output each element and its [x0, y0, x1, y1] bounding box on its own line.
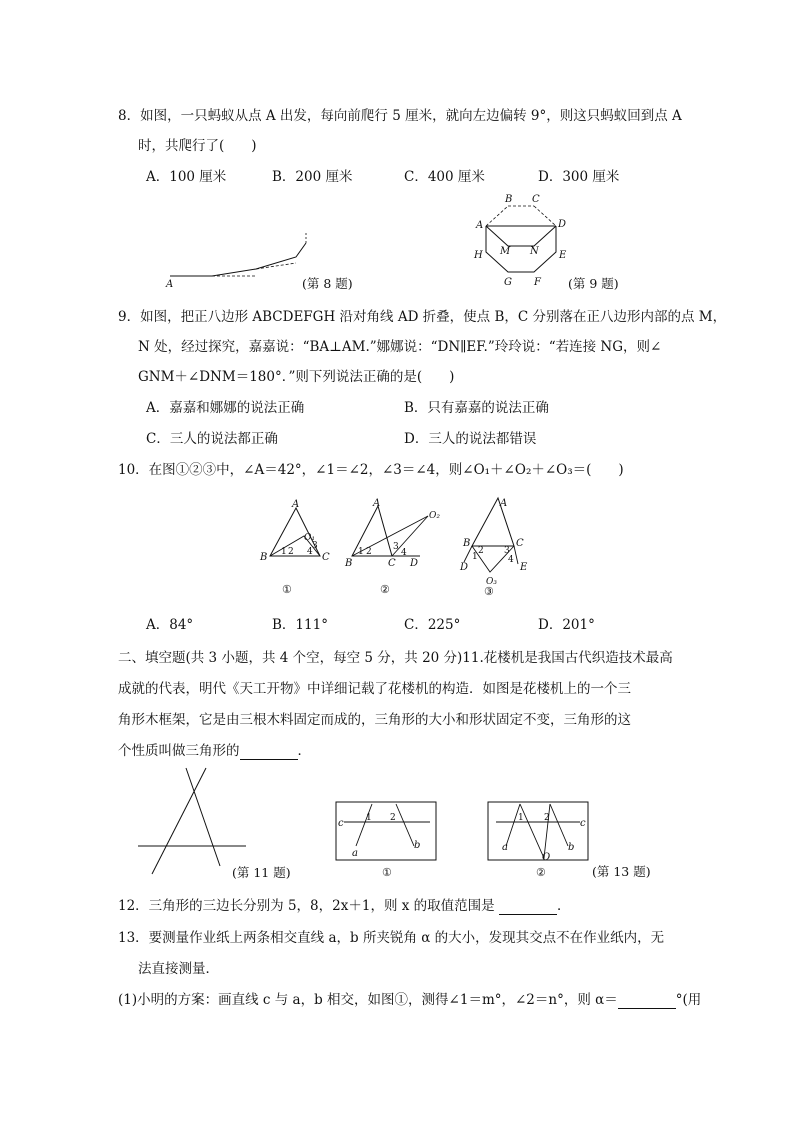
svg-text:b: b — [568, 842, 575, 853]
svg-text:C: C — [388, 558, 396, 569]
q9-line2: N 处，经过探究，嘉嘉说：“BA⊥AM.”娜娜说：“DN∥EF.”玲玲说：“若连接 NG，则∠ — [138, 339, 662, 355]
q9-option-b: B．只有嘉嘉的说法正确 — [404, 400, 549, 416]
fig9-label-d: D — [558, 219, 567, 230]
q8-option-c: C．400 厘米 — [404, 169, 485, 185]
svg-text:B: B — [260, 552, 268, 563]
svg-text:1: 1 — [281, 547, 287, 557]
fig10-diagram-1 — [259, 499, 330, 596]
q10-option-d: D．201° — [538, 617, 595, 633]
fig13-caption: (第 13 题) — [592, 864, 651, 878]
svg-text:3: 3 — [393, 542, 399, 552]
svg-text:c: c — [338, 818, 344, 829]
svg-text:1: 1 — [518, 813, 524, 823]
svg-text:2: 2 — [366, 547, 372, 557]
q10-line1: 10．在图①②③中，∠A＝42°，∠1＝∠2，∠3＝∠4，则∠O₁＋∠O₂＋∠O₃＝( ) — [118, 462, 624, 478]
svg-text:E: E — [520, 562, 528, 573]
svg-text:2: 2 — [390, 813, 396, 823]
q10-option-a: A．84° — [146, 617, 194, 633]
q8-line1: 8．如图，一只蚂蚁从点 A 出发，每向前爬行 5 厘米，就向左边偏转 9°，则这只蚂蚁回到点 A — [118, 108, 682, 124]
fig10-caption-3: ③ — [484, 585, 494, 598]
fig9-label-e: E — [559, 250, 567, 261]
svg-text:a: a — [502, 842, 508, 853]
svg-text:C: C — [322, 552, 330, 563]
fig10-caption-2: ② — [380, 583, 390, 596]
fig10-caption-1: ① — [282, 583, 292, 596]
q8-option-d: D．300 厘米 — [538, 169, 620, 185]
svg-text:2: 2 — [288, 547, 294, 557]
q13-line3: (1)小明的方案：画直线 c 与 a，b 相交，如图①，测得∠1＝m°，∠2＝n°，则 α＝ °(用 — [118, 992, 702, 1008]
q13-line2: 法直接测量． — [138, 961, 219, 977]
q9-line1: 9．如图，把正八边形 ABCDEFGH 沿对角线 AD 折叠，使点 B，C 分别落在正八边形内部的点 M， — [118, 309, 727, 325]
section2-line4: 个性质叫做三角形的 ． — [118, 743, 311, 759]
section2-line1: 二、填空题(共 3 小题，共 4 个空，每空 5 分，共 20 分)11.花楼机是我国古代织造技术最高 — [118, 650, 673, 666]
figure-10 — [252, 496, 552, 602]
svg-text:c: c — [580, 818, 586, 829]
svg-text:2: 2 — [478, 546, 484, 556]
svg-text:O₃: O₃ — [486, 577, 497, 587]
q10-option-b: B．111° — [272, 617, 328, 633]
fig9-label-b: B — [505, 194, 513, 205]
figure-11 — [128, 762, 303, 884]
svg-text:O₂: O₂ — [429, 511, 440, 521]
svg-text:O₁: O₁ — [304, 533, 315, 543]
svg-text:1: 1 — [472, 552, 478, 562]
q9-option-a: A．嘉嘉和娜娜的说法正确 — [146, 400, 305, 416]
svg-text:1: 1 — [358, 547, 364, 557]
fig13-caption-2: ② — [536, 866, 546, 878]
svg-text:1: 1 — [366, 813, 372, 823]
svg-text:B: B — [463, 538, 471, 549]
svg-text:O: O — [542, 852, 551, 863]
fig9-label-h: H — [474, 250, 483, 261]
q8-option-b: B．200 厘米 — [272, 169, 353, 185]
q8-option-a: A．100 厘米 — [146, 169, 227, 185]
fig9-label-a: A — [476, 220, 484, 231]
q9-line3: GNM＋∠DNM＝180°．”则下列说法正确的是( ) — [138, 369, 455, 385]
fig9-label-g: G — [504, 277, 512, 288]
svg-text:b: b — [414, 840, 421, 851]
figure-9 — [468, 190, 628, 290]
fig9-label-n: N — [530, 246, 539, 257]
q8-line2: 时，共爬行了( ) — [138, 138, 257, 154]
q12-answer-blank[interactable] — [499, 898, 557, 915]
svg-text:4: 4 — [307, 547, 313, 557]
svg-text:2: 2 — [544, 813, 550, 823]
svg-text:A: A — [373, 498, 381, 509]
section2-line2: 成就的代表，明代《天工开物》中详细记载了花楼机的构造．如图是花楼机上的一个三 — [118, 681, 631, 697]
fig9-label-f: F — [534, 277, 541, 288]
svg-text:B: B — [345, 558, 353, 569]
figure-13-diagram-2 — [484, 800, 660, 878]
fig13-caption-1: ① — [382, 866, 392, 878]
q9-option-c: C．三人的说法都正确 — [146, 431, 278, 447]
svg-text:D: D — [460, 562, 469, 573]
fig10-diagram-2 — [344, 498, 440, 596]
fig11-caption: (第 11 题) — [232, 865, 291, 880]
figure-13-diagram-1 — [330, 800, 442, 878]
svg-text:A: A — [500, 498, 508, 509]
svg-text:a: a — [352, 848, 358, 859]
svg-text:3: 3 — [312, 541, 318, 551]
q11-answer-blank[interactable] — [240, 743, 298, 760]
svg-text:4: 4 — [508, 555, 514, 565]
svg-text:A: A — [292, 499, 300, 510]
q13-line1: 13．要测量作业纸上两条相交直线 a，b 所夹锐角 α 的大小，发现其交点不在作业纸内，无 — [118, 930, 665, 946]
svg-text:3: 3 — [504, 546, 510, 556]
svg-text:D: D — [410, 558, 419, 569]
q13-answer-blank[interactable] — [618, 992, 676, 1009]
svg-text:4: 4 — [401, 548, 407, 558]
fig9-caption: (第 9 题) — [568, 276, 619, 290]
q9-option-d: D．三人的说法都错误 — [404, 431, 537, 447]
section2-line3: 角形木框架，它是由三根木料固定而成的，三角形的大小和形状固定不变，三角形的这 — [118, 712, 631, 728]
fig8-label-a: A — [166, 279, 174, 290]
q12-line: 12．三角形的三边长分别为 5，8，2x＋1，则 x 的取值范围是 ． — [118, 898, 571, 914]
svg-text:C: C — [516, 538, 524, 549]
figure-8 — [160, 225, 380, 295]
fig8-caption: (第 8 题) — [302, 276, 353, 291]
q10-option-c: C．225° — [404, 617, 461, 633]
fig9-label-c: C — [532, 194, 540, 205]
fig10-diagram-3 — [459, 498, 528, 598]
fig9-label-m: M — [500, 246, 511, 257]
